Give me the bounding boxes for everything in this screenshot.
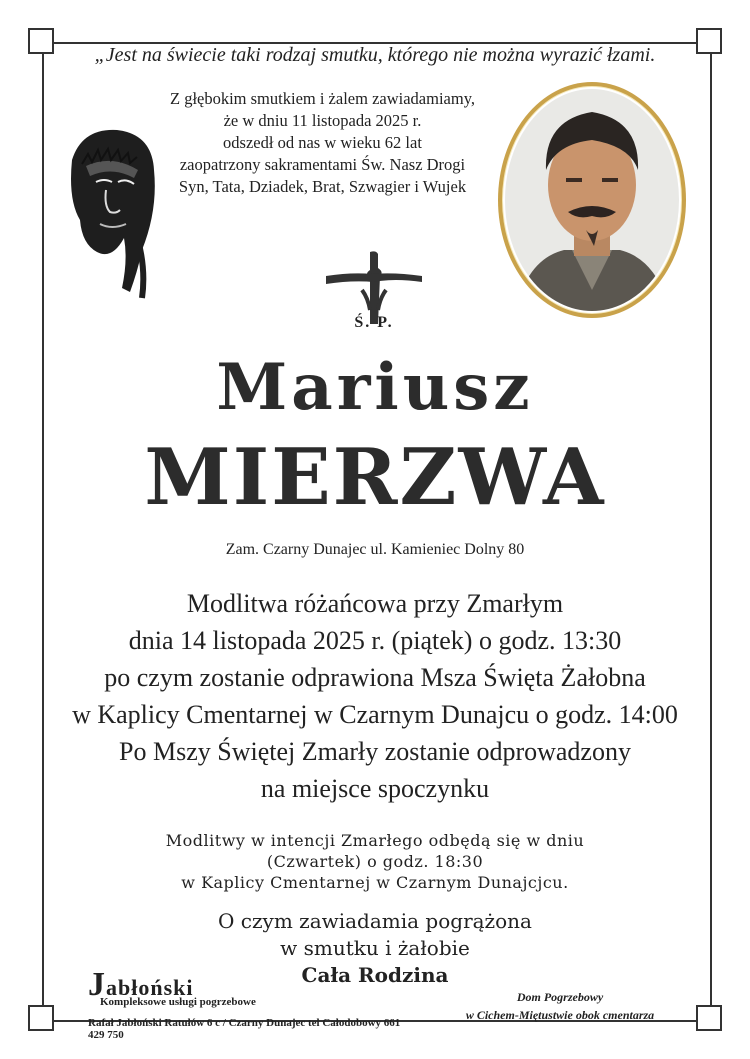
funeral-home-title: Dom Pogrzebowy [516,990,604,1004]
notice-line: zaopatrzony sakramentami Św. Nasz Drogi [179,155,466,174]
schedule-line: Modlitwa różańcowa przy Zmarłym [186,589,564,618]
prayer-line: w Kaplicy Cmentarnej w Czarnym Dunajcjcu. [181,873,569,892]
schedule-line: w Kaplicy Cmentarnej w Czarnym Dunajcu o godz. 14:00 [72,700,678,729]
funeral-home-location: w Cichem-Miętustwie obok cmentarza [465,1008,655,1022]
company-name: Jabłoński [88,966,194,1003]
sp-mark: Ś. P. [354,314,394,331]
family-signature: Cała Rodzina [301,963,449,987]
family-line: w smutku i żałobie [280,936,470,960]
notice-line: Z głębokim smutkiem i żalem zawiadamiamy, [169,89,475,108]
corner-ornament [28,1005,54,1031]
company-tagline: Kompleksowe usługi pogrzebowe [100,996,256,1008]
residence-address: Zam. Czarny Dunajec ul. Kamieniec Dolny 80 [225,541,525,558]
schedule-line: po czym zostanie odprawiona Msza Święta Żałobna [104,663,646,692]
family-line: O czym zawiadamia pogrążona [218,909,532,933]
notice-line: Syn, Tata, Dziadek, Brat, Szwagier i Wujek [178,177,467,196]
deceased-first-name: Mariusz [216,350,534,425]
corner-ornament [696,1005,722,1031]
funeral-schedule [40,585,710,807]
deceased-portrait-photo [494,80,690,320]
schedule-line: na miejsce spoczynku [260,774,490,803]
death-notice [150,88,495,198]
deceased-last-name: MIERZWA [144,432,606,523]
epigraph-quote: „Jest na świecie taki rodzaj smutku, którego nie można wyrazić łzami. [94,44,656,66]
notice-line: że w dniu 11 listopada 2025 r. [223,111,422,130]
prayer-line: (Czwartek) o godz. 18:30 [266,852,484,871]
corner-ornament [696,28,722,54]
jesus-crown-of-thorns-icon [42,120,168,300]
company-contact: Rafał Jabłoński Ratułów 6 c / Czarny Dunajec tel Całodobowy 661 429 750 [88,1017,401,1041]
funeral-home-info [455,988,665,1024]
prayer-line: Modlitwy w intencji Zmarłego odbędą się w dniu [165,831,585,850]
corner-ornament [28,28,54,54]
schedule-line: Po Mszy Świętej Zmarły zostanie odprowadzony [119,737,631,766]
schedule-line: dnia 14 listopada 2025 r. (piątek) o godz. 13:30 [128,626,622,655]
notice-line: odszedł od nas w wieku 62 lat [223,133,422,152]
prayer-announcement [60,830,690,893]
